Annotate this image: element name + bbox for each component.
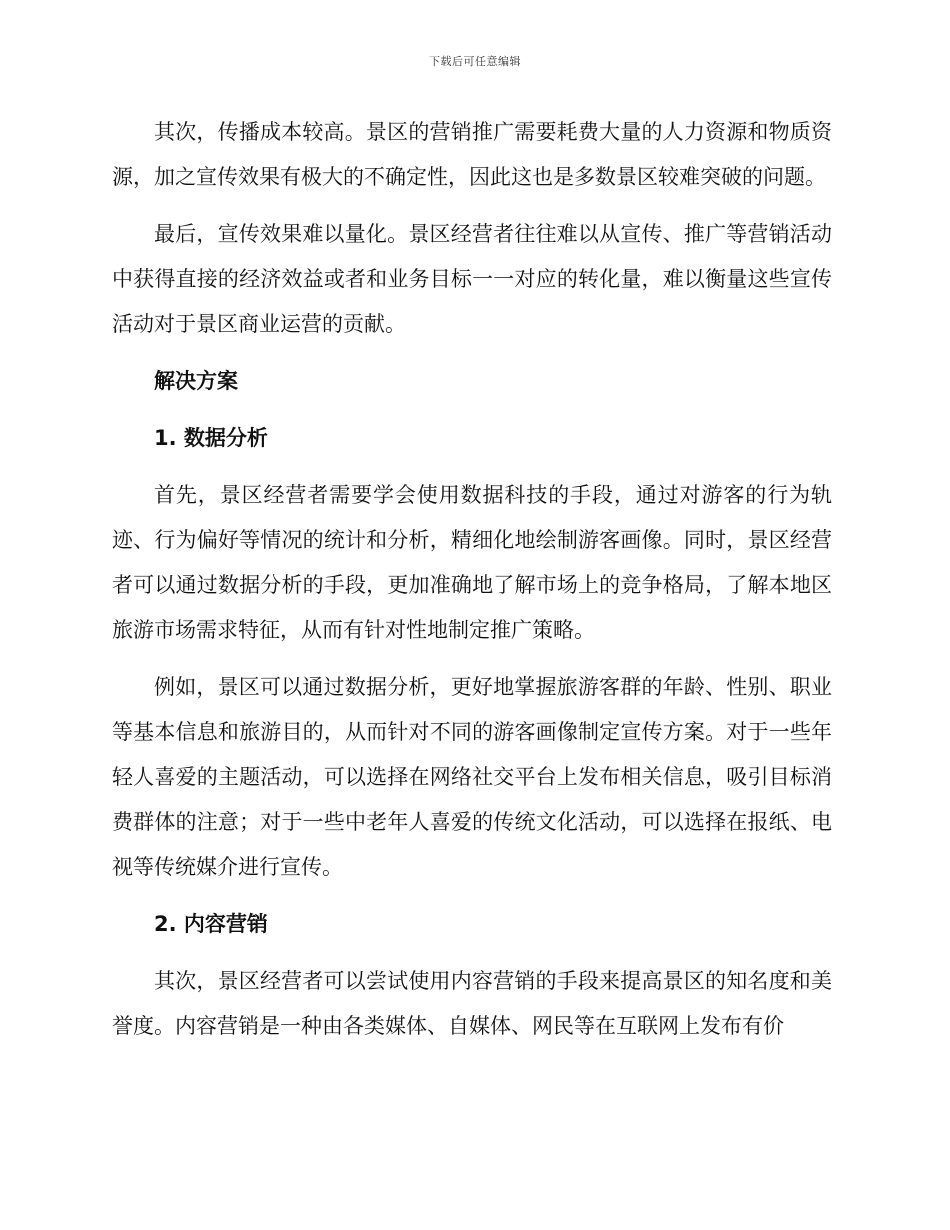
paragraph-content-marketing: 其次，景区经营者可以尝试使用内容营销的手段来提高景区的知名度和美誉度。内容营销是一种由各类媒体、自媒体、网民等在互联网上发布有价 (112, 969, 832, 1038)
paragraph-hard-to-quantify: 最后，宣传效果难以量化。景区经营者往往难以从宣传、推广等营销活动中获得直接的经济效益或者和业务目标一一对应的转化量，难以衡量这些宣传活动对于景区商业运营的贡献。 (112, 222, 832, 336)
heading-solution: 解决方案 (154, 369, 238, 393)
paragraph-example: 例如，景区可以通过数据分析，更好地掌握旅游客群的年龄、性别、职业等基本信息和旅游目的，从而针对不同的游客画像制定宣传方案。对于一些年轻人喜爱的主题活动，可以选择在网络社交平台上发布相关信息，吸引目标消费群体的注意；对于一些中老年人喜爱的传统文化活动，可以选择在报纸、电视等传统媒介进行宣传。 (112, 675, 832, 879)
paragraph-high-cost: 其次，传播成本较高。景区的营销推广需要耗费大量的人力资源和物质资源，加之宣传效果有极大的不确定性，因此这也是多数景区较难突破的问题。 (112, 120, 832, 189)
heading-content-marketing: 2. 内容营销 (154, 912, 268, 936)
heading-data-analysis: 1. 数据分析 (154, 426, 268, 450)
document-body (112, 110, 832, 1049)
header-note: 下载后可任意编辑 (429, 55, 521, 68)
paragraph-data-analysis: 首先，景区经营者需要学会使用数据科技的手段，通过对游客的行为轨迹、行为偏好等情况的统计和分析，精细化地绘制游客画像。同时，景区经营者可以通过数据分析的手段，更加准确地了解市场上的竞争格局，了解本地区旅游市场需求特征，从而有针对性地制定推广策略。 (112, 483, 832, 642)
